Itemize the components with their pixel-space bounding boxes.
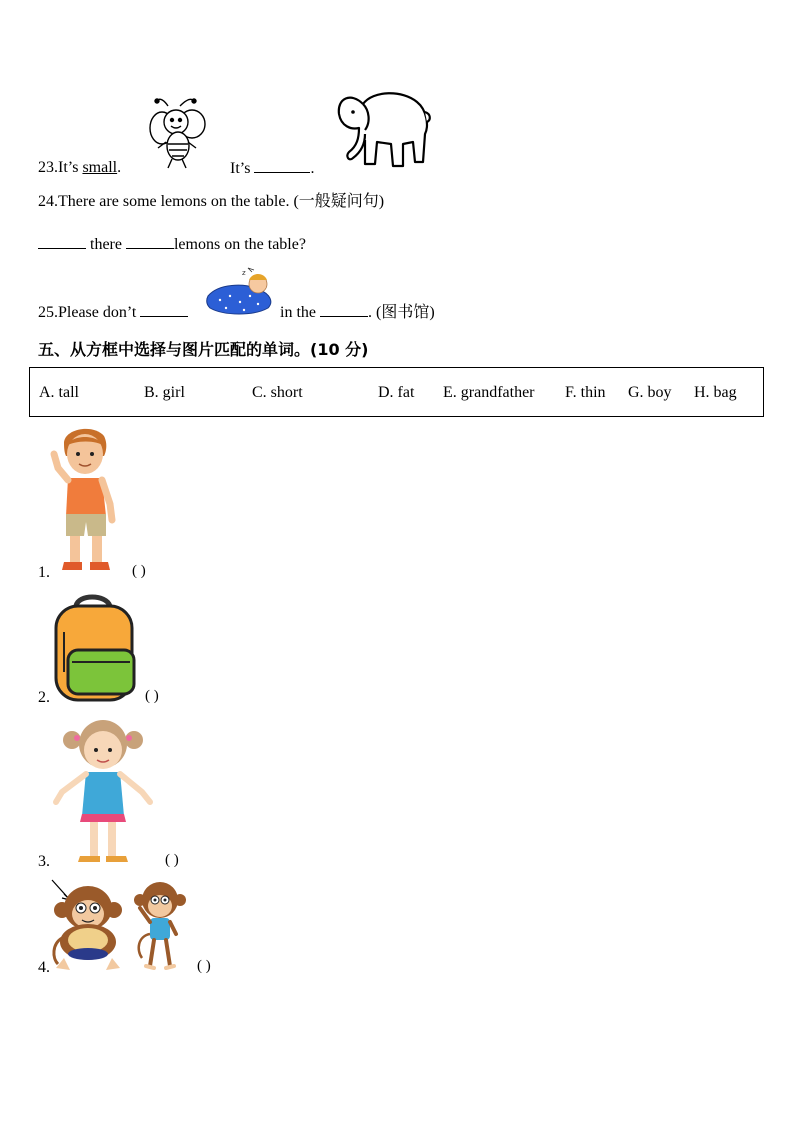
q23-end: . — [310, 160, 315, 177]
word-options-box — [29, 367, 764, 417]
monkeys-picture — [50, 878, 190, 974]
elephant-icon — [333, 82, 433, 170]
section-heading: 五、从方框中选择与图片匹配的单词。(10 分) — [38, 340, 369, 359]
q24-answer-line — [38, 234, 306, 255]
q23-answer-line — [230, 158, 314, 179]
item-3-answer-paren[interactable]: ( ) — [165, 852, 179, 868]
bee-icon — [146, 98, 208, 170]
answer-blank[interactable] — [38, 234, 86, 249]
backpack-picture — [50, 592, 136, 704]
answer-blank[interactable] — [140, 302, 188, 317]
option-g: G. boy — [628, 384, 672, 401]
q25-text-2: in the — [280, 304, 320, 321]
item-4-number: 4. — [38, 959, 50, 976]
girl-picture — [52, 716, 154, 868]
q25-end: . (图书馆) — [368, 304, 435, 321]
item-1-number: 1. — [38, 564, 50, 581]
option-e: E. grandfather — [443, 384, 535, 401]
item-1-answer-paren[interactable]: ( ) — [132, 563, 146, 579]
sleeping-child-icon — [204, 266, 276, 318]
question-23 — [38, 158, 121, 178]
svg-text:z: z — [242, 269, 246, 277]
item-2-answer-paren[interactable]: ( ) — [145, 688, 159, 704]
item-3-number: 3. — [38, 853, 50, 870]
q24-word-there: there — [90, 236, 122, 253]
q25-answer-line — [280, 302, 435, 323]
q23-text-2: It’s — [230, 160, 255, 177]
item-4-answer-paren[interactable]: ( ) — [197, 958, 211, 974]
answer-blank[interactable] — [254, 158, 310, 173]
option-a: A. tall — [39, 384, 79, 401]
q23-text: It’s — [58, 159, 83, 176]
q24-word-lemons: lemons on the table? — [173, 236, 306, 253]
q23-underlined-word: small — [82, 159, 118, 176]
option-f: F. thin — [565, 384, 606, 401]
q23-period: . — [117, 159, 122, 176]
answer-blank[interactable] — [320, 302, 368, 317]
option-c: C. short — [252, 384, 303, 401]
option-b: B. girl — [144, 384, 185, 401]
question-24: 24.There are some lemons on the table. (一般疑问句) — [38, 193, 385, 210]
boy-picture — [52, 424, 120, 576]
item-2-number: 2. — [38, 689, 50, 706]
question-25 — [38, 302, 188, 323]
q25-text: 25.Please don’t — [38, 304, 141, 321]
option-d: D. fat — [378, 384, 415, 401]
option-h: H. bag — [694, 384, 737, 401]
question-number: 23. — [38, 159, 58, 176]
answer-blank[interactable] — [126, 234, 174, 249]
